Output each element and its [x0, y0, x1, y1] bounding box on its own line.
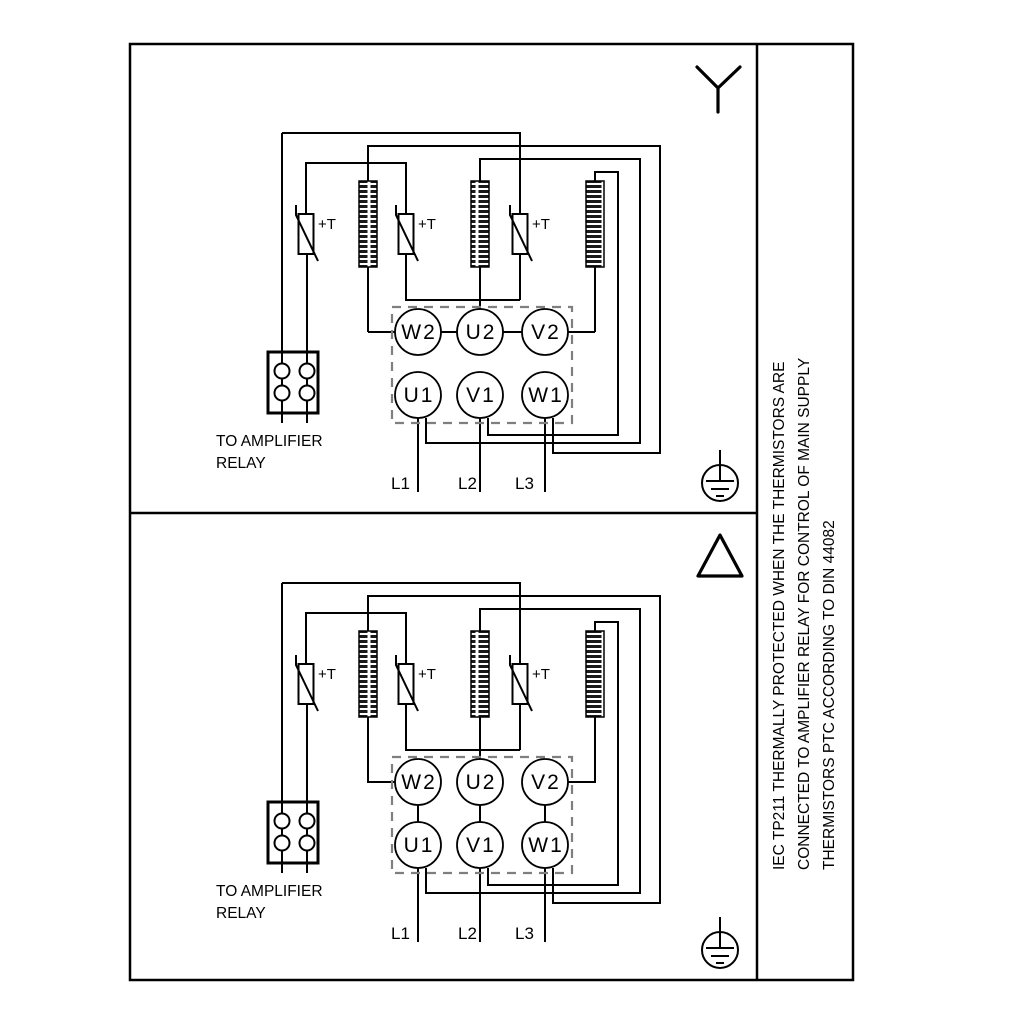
thermistor-label: +T	[532, 666, 550, 683]
supply-label-L3: L3	[515, 924, 534, 943]
relay-contact	[275, 836, 290, 851]
terminal-label-U1: U1	[403, 834, 435, 857]
side-note-line3: THERMISTORS PTC ACCORDING TO DIN 44082	[821, 520, 838, 870]
amplifier-relay-box	[268, 352, 318, 413]
thermistor-label: +T	[318, 216, 336, 233]
terminal-label-U2: U2	[465, 321, 497, 344]
star-connection-icon	[697, 67, 740, 112]
relay-contact	[275, 386, 290, 401]
terminal-label-V1: V1	[466, 384, 496, 407]
terminal-block	[392, 307, 572, 423]
earth-ground-icon	[702, 450, 738, 501]
winding-coil	[359, 631, 377, 717]
thermistor-symbol	[296, 655, 336, 711]
relay-note-line1: TO AMPLIFIER	[216, 433, 323, 450]
thermistor-symbol	[396, 655, 436, 711]
thermistors	[296, 655, 550, 711]
thermistor-label: +T	[532, 216, 550, 233]
winding-coil	[586, 181, 604, 267]
supply-label-L2: L2	[458, 474, 477, 493]
thermistors	[296, 205, 550, 261]
thermistor-label: +T	[418, 666, 436, 683]
thermistor-symbol	[510, 205, 550, 261]
thermistor-label: +T	[418, 216, 436, 233]
supply-label-L1: L1	[391, 924, 410, 943]
terminal-label-W1: W1	[528, 384, 564, 407]
winding-coil	[359, 181, 377, 267]
relay-contact	[300, 386, 315, 401]
relay-contact	[300, 836, 315, 851]
supply-label-L2: L2	[458, 924, 477, 943]
delta-connection-icon	[698, 535, 742, 576]
side-note-line1: IEC TP211 THERMALLY PROTECTED WHEN THE THERMISTORS ARE	[771, 361, 788, 870]
relay-note-line2: RELAY	[216, 455, 266, 472]
winding-coil	[471, 631, 489, 717]
side-note	[771, 358, 838, 870]
supply-label-L3: L3	[515, 474, 534, 493]
terminal-label-U1: U1	[403, 384, 435, 407]
terminal-label-W2: W2	[401, 321, 437, 344]
winding-coil	[586, 631, 604, 717]
terminal-label-W1: W1	[528, 834, 564, 857]
delta-connection-panel	[216, 535, 742, 968]
thermistor-symbol	[296, 205, 336, 261]
thermistor-label: +T	[318, 666, 336, 683]
winding-coil	[471, 181, 489, 267]
relay-contact	[275, 364, 290, 379]
motor-winding-coils	[359, 631, 604, 717]
supply-label-L1: L1	[391, 474, 410, 493]
terminal-label-U2: U2	[465, 771, 497, 794]
terminal-label-V2: V2	[531, 771, 561, 794]
amplifier-relay-box	[268, 802, 318, 863]
relay-contact	[300, 364, 315, 379]
earth-ground-icon	[702, 917, 738, 968]
terminal-label-W2: W2	[401, 771, 437, 794]
terminal-label-V2: V2	[531, 321, 561, 344]
relay-contact	[275, 814, 290, 829]
thermistor-symbol	[510, 655, 550, 711]
side-note-line2: CONNECTED TO AMPLIFIER RELAY FOR CONTROL OF MAIN SUPPLY	[796, 357, 813, 870]
relay-note-line2: RELAY	[216, 905, 266, 922]
relay-note-line1: TO AMPLIFIER	[216, 883, 323, 900]
motor-winding-coils	[359, 181, 604, 267]
relay-contact	[300, 814, 315, 829]
star-connection-panel	[216, 67, 740, 501]
thermistor-symbol	[396, 205, 436, 261]
terminal-label-V1: V1	[466, 834, 496, 857]
